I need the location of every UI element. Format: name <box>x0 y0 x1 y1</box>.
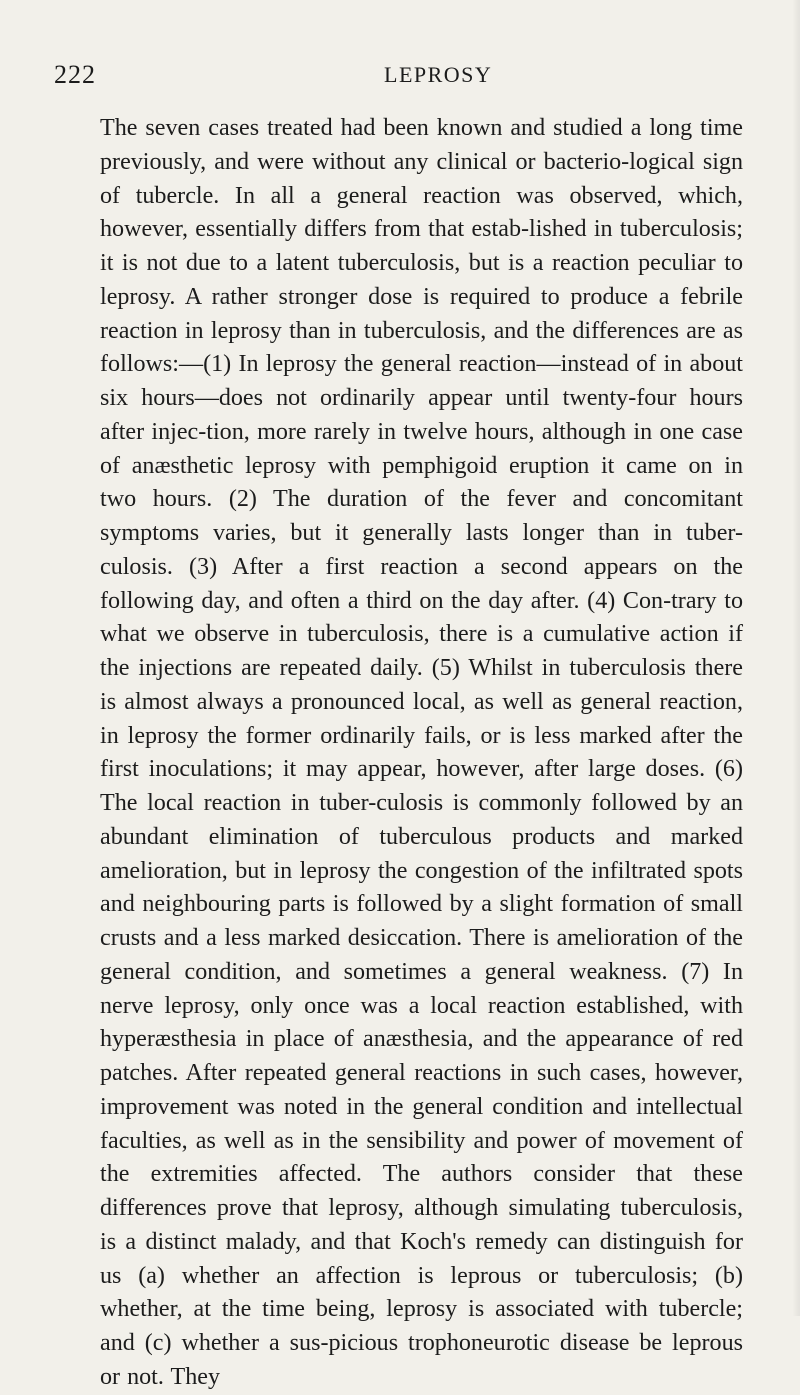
page-header <box>54 60 748 96</box>
page-number: 222 <box>54 60 96 89</box>
page-edge-shadow <box>792 0 800 1316</box>
body-paragraph: The seven cases treated had been known and studied a long time previously, and were without any clinical or bacterio-logical sign of tubercle. In all a general reaction was observed, which, however, essentially differs from that estab-lished in tuberculosis; it is not due to a latent tuberculosis, but is a reaction peculiar to leprosy. A rather stronger dose is required to produce a febrile reaction in leprosy than in tuberculosis, and the differences are as follows:—(1) In leprosy the general reaction—instead of in about six hours—does not ordinarily appear until twenty-four hours after injec-tion, more rarely in twelve hours, although in one case of anæsthetic leprosy with pemphigoid eruption it came on in two hours. (2) The duration of the fever and concomitant symptoms varies, but it generally lasts longer than in tuber-culosis. (3) After a first reaction a second appears on the following day, and often a third on the day after. (4) Con-trary to what we observe in tuberculosis, there is a cumulative action if the injections are repeated daily. (5) Whilst in tuberculosis there is almost always a pronounced local, as well as general reaction, in leprosy the former ordinarily fails, or is less marked after the first inoculations; it may appear, however, after large doses. (6) The local reaction in tuber-culosis is commonly followed by an abundant elimination of tuberculous products and marked amelioration, but in leprosy the congestion of the infiltrated spots and neighbouring parts is followed by a slight formation of small crusts and a less marked desiccation. There is amelioration of the general condition, and sometimes a general weakness. (7) In nerve leprosy, only once was a local reaction established, with hyperæsthesia in place of anæsthesia, and the appearance of red patches. After repeated general reactions in such cases, however, improvement was noted in the general condition and intellectual faculties, as well as in the sensibility and power of movement of the extremities affected. The authors consider that these differences prove that leprosy, although simulating tuberculosis, is a distinct malady, and that Koch's remedy can distinguish for us (a) whether an affection is leprous or tuberculosis; (b) whether, at the time being, leprosy is associated with tubercle; and (c) whether a sus-picious trophoneurotic disease be leprous or not. They <box>100 115 743 1390</box>
running-head: LEPROSY <box>384 62 493 87</box>
